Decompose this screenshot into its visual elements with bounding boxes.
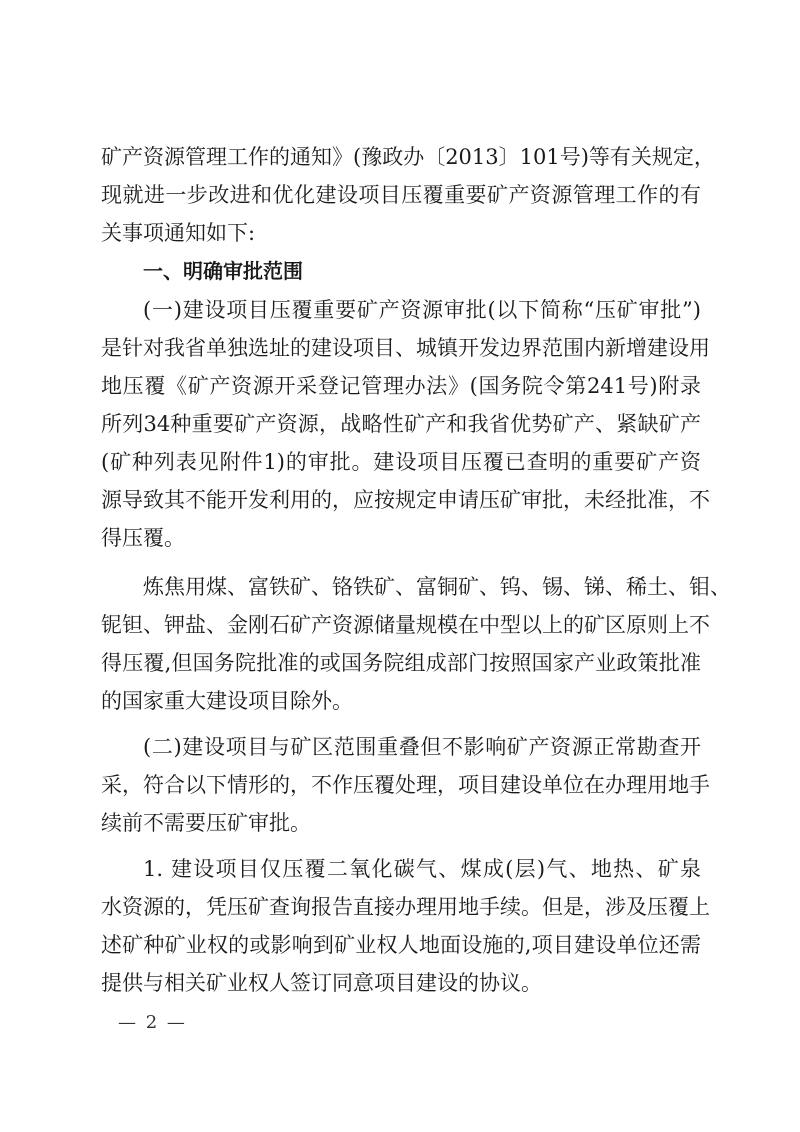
paragraph-line: 续前不需要压矿审批。 xyxy=(101,811,311,835)
paragraph-line: (矿种列表见附件1)的审批。建设项目压覆已查明的重要矿产资 xyxy=(101,450,701,474)
paragraph-line: 矿产资源管理工作的通知》(豫政办〔2013〕101号)等有关规定， xyxy=(101,145,715,169)
paragraph-line: 水资源的，凭压矿查询报告直接办理用地手续。但是，涉及压覆上 xyxy=(101,895,710,919)
paragraph-line: 1. 建设项目仅压覆二氧化碳气、煤成(层)气、地热、矿泉 xyxy=(143,857,701,881)
paragraph-line: 现就进一步改进和优化建设项目压覆重要矿产资源管理工作的有 xyxy=(101,183,701,207)
section-heading: 一、明确审批范围 xyxy=(143,259,303,283)
paragraph-line: 述矿种矿业权的或影响到矿业权人地面设施的,项目建设单位还需 xyxy=(101,933,701,957)
paragraph-line: (二)建设项目与矿区范围重叠但不影响矿产资源正常勘查开 xyxy=(143,735,701,759)
paragraph-line: 得压覆,但国务院批准的或国务院组成部门按照国家产业政策批准 xyxy=(101,651,701,675)
paragraph-line: 源导致其不能开发利用的，应按规定申请压矿审批，未经批准，不 xyxy=(101,488,710,512)
paragraph-line: 铌钽、钾盐、金刚石矿产资源储量规模在中型以上的矿区原则上不 xyxy=(101,613,710,637)
paragraph-line: 地压覆《矿产资源开采登记管理办法》(国务院令第241号)附录 xyxy=(101,374,701,398)
paragraph-line: 得压覆。 xyxy=(101,526,185,550)
paragraph-line: (一)建设项目压覆重要矿产资源审批(以下简称“压矿审批”) xyxy=(143,298,701,322)
paragraph-line: 关事项通知如下: xyxy=(101,221,256,245)
page-number: — 2 — xyxy=(118,1012,187,1033)
paragraph-line: 的国家重大建设项目除外。 xyxy=(101,689,353,713)
paragraph-line: 所列34种重要矿产资源，战略性矿产和我省优势矿产、紧缺矿产 xyxy=(101,412,701,436)
paragraph-line: 是针对我省单独选址的建设项目、城镇开发边界范围内新增建设用 xyxy=(101,336,710,360)
paragraph-line: 炼焦用煤、富铁矿、铬铁矿、富铜矿、钨、锡、锑、稀土、钼、 xyxy=(143,575,731,599)
paragraph-line: 提供与相关矿业权人签订同意项目建设的协议。 xyxy=(101,971,542,995)
paragraph-line: 采，符合以下情形的，不作压覆处理，项目建设单位在办理用地手 xyxy=(101,773,710,797)
